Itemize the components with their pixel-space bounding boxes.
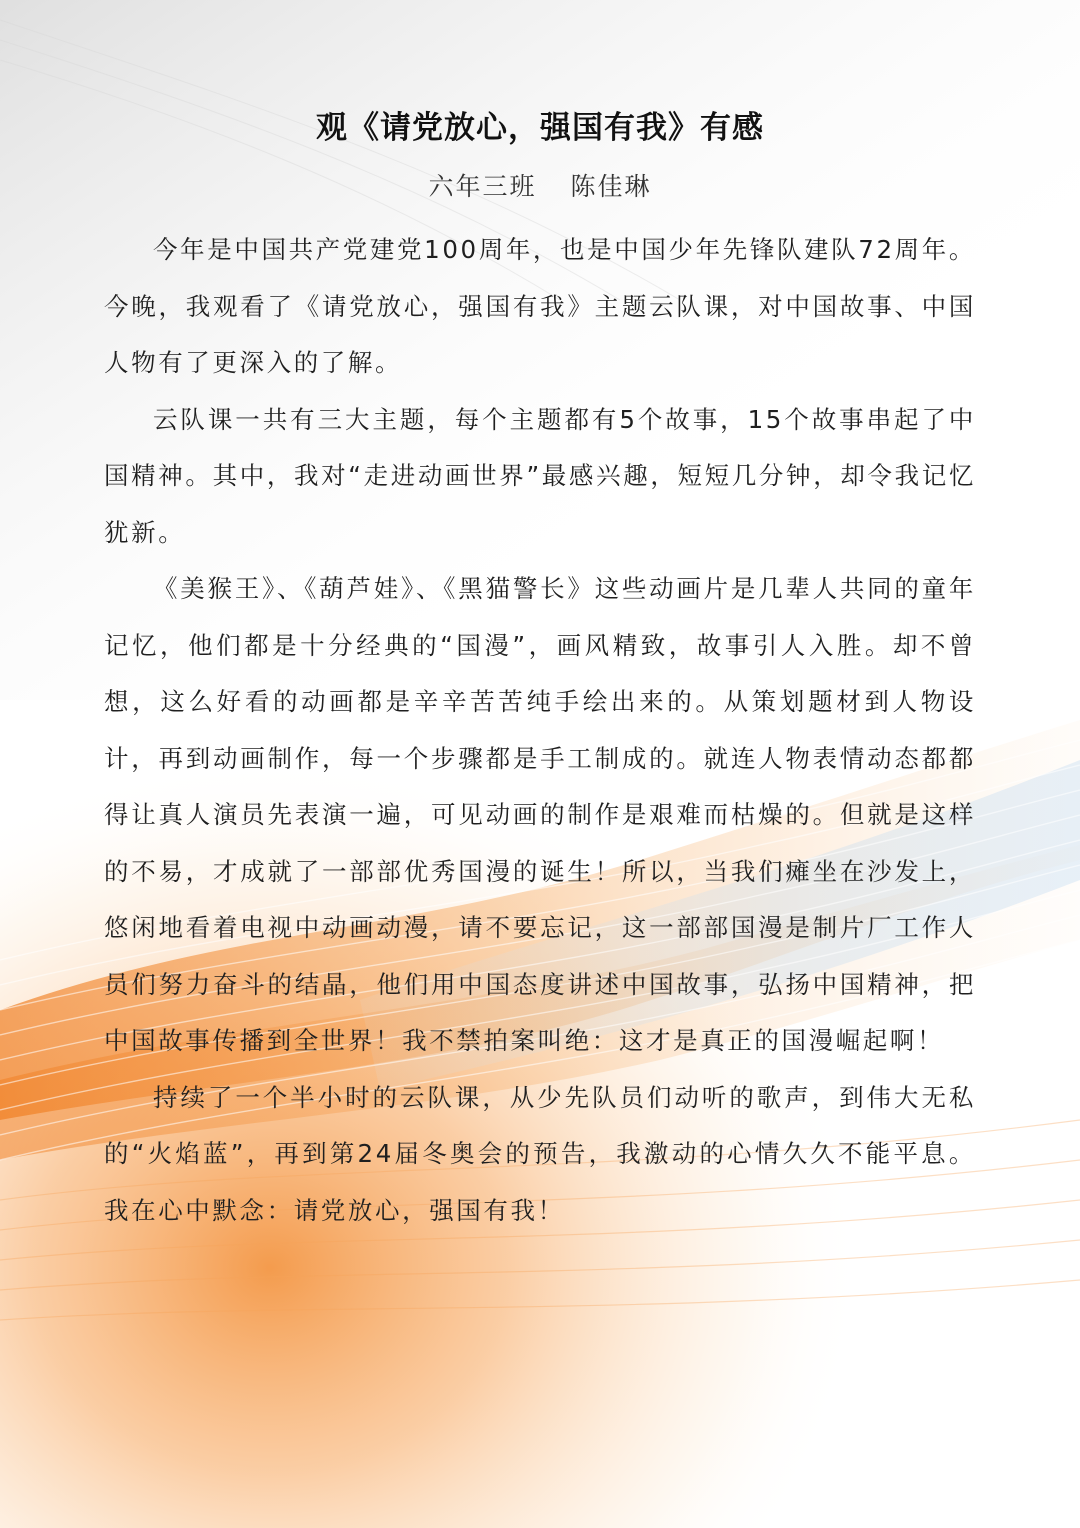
paragraph: 云队课一共有三大主题，每个主题都有5个故事，15个故事串起了中国精神。其中，我对“走进动画世界”最感兴趣，短短几分钟，却令我记忆犹新。 (104, 404, 976, 547)
class-name: 六年三班 (428, 172, 537, 201)
essay-body (104, 222, 976, 1239)
author-name: 陈佳琳 (570, 172, 652, 201)
essay-title: 观《请党放心，强国有我》有感 (316, 110, 764, 146)
paragraph: 持续了一个半小时的云队课，从少先队员们动听的歌声，到伟大无私的“火焰蓝”，再到第24届冬奥会的预告，我激动的心情久久不能平息。我在心中默念：请党放心，强国有我！ (104, 1082, 976, 1225)
paragraph: 今年是中国共产党建党100周年，也是中国少年先锋队建队72周年。今晚，我观看了《请党放心，强国有我》主题云队课，对中国故事、中国人物有了更深入的了解。 (104, 235, 976, 377)
essay-content (104, 100, 976, 1239)
paragraph: 《美猴王》、《葫芦娃》、《黑猫警长》这些动画片是几辈人共同的童年记忆，他们都是十分经典的“国漫”，画风精致，故事引人入胜。却不曾想，这么好看的动画都是辛辛苦苦纯手绘出来的。从策划题材到人物设计，再到动画制作，每一个步骤都是手工制成的。就连人物表情动态都都得让真人演员先表演一遍，可见动画的制作是艰难而枯燥的。但就是这样的不易，才成就了一部部优秀国漫的诞生！所以，当我们瘫坐在沙发上，悠闲地看着电视中动画动漫，请不要忘记，这一部部国漫是制片厂工作人员们努力奋斗的结晶，他们用中国态度讲述中国故事，弘扬中国精神，把中国故事传播到全世界！我不禁拍案叫绝：这才是真正的国漫崛起啊！ (104, 574, 976, 1055)
byline (104, 156, 976, 218)
